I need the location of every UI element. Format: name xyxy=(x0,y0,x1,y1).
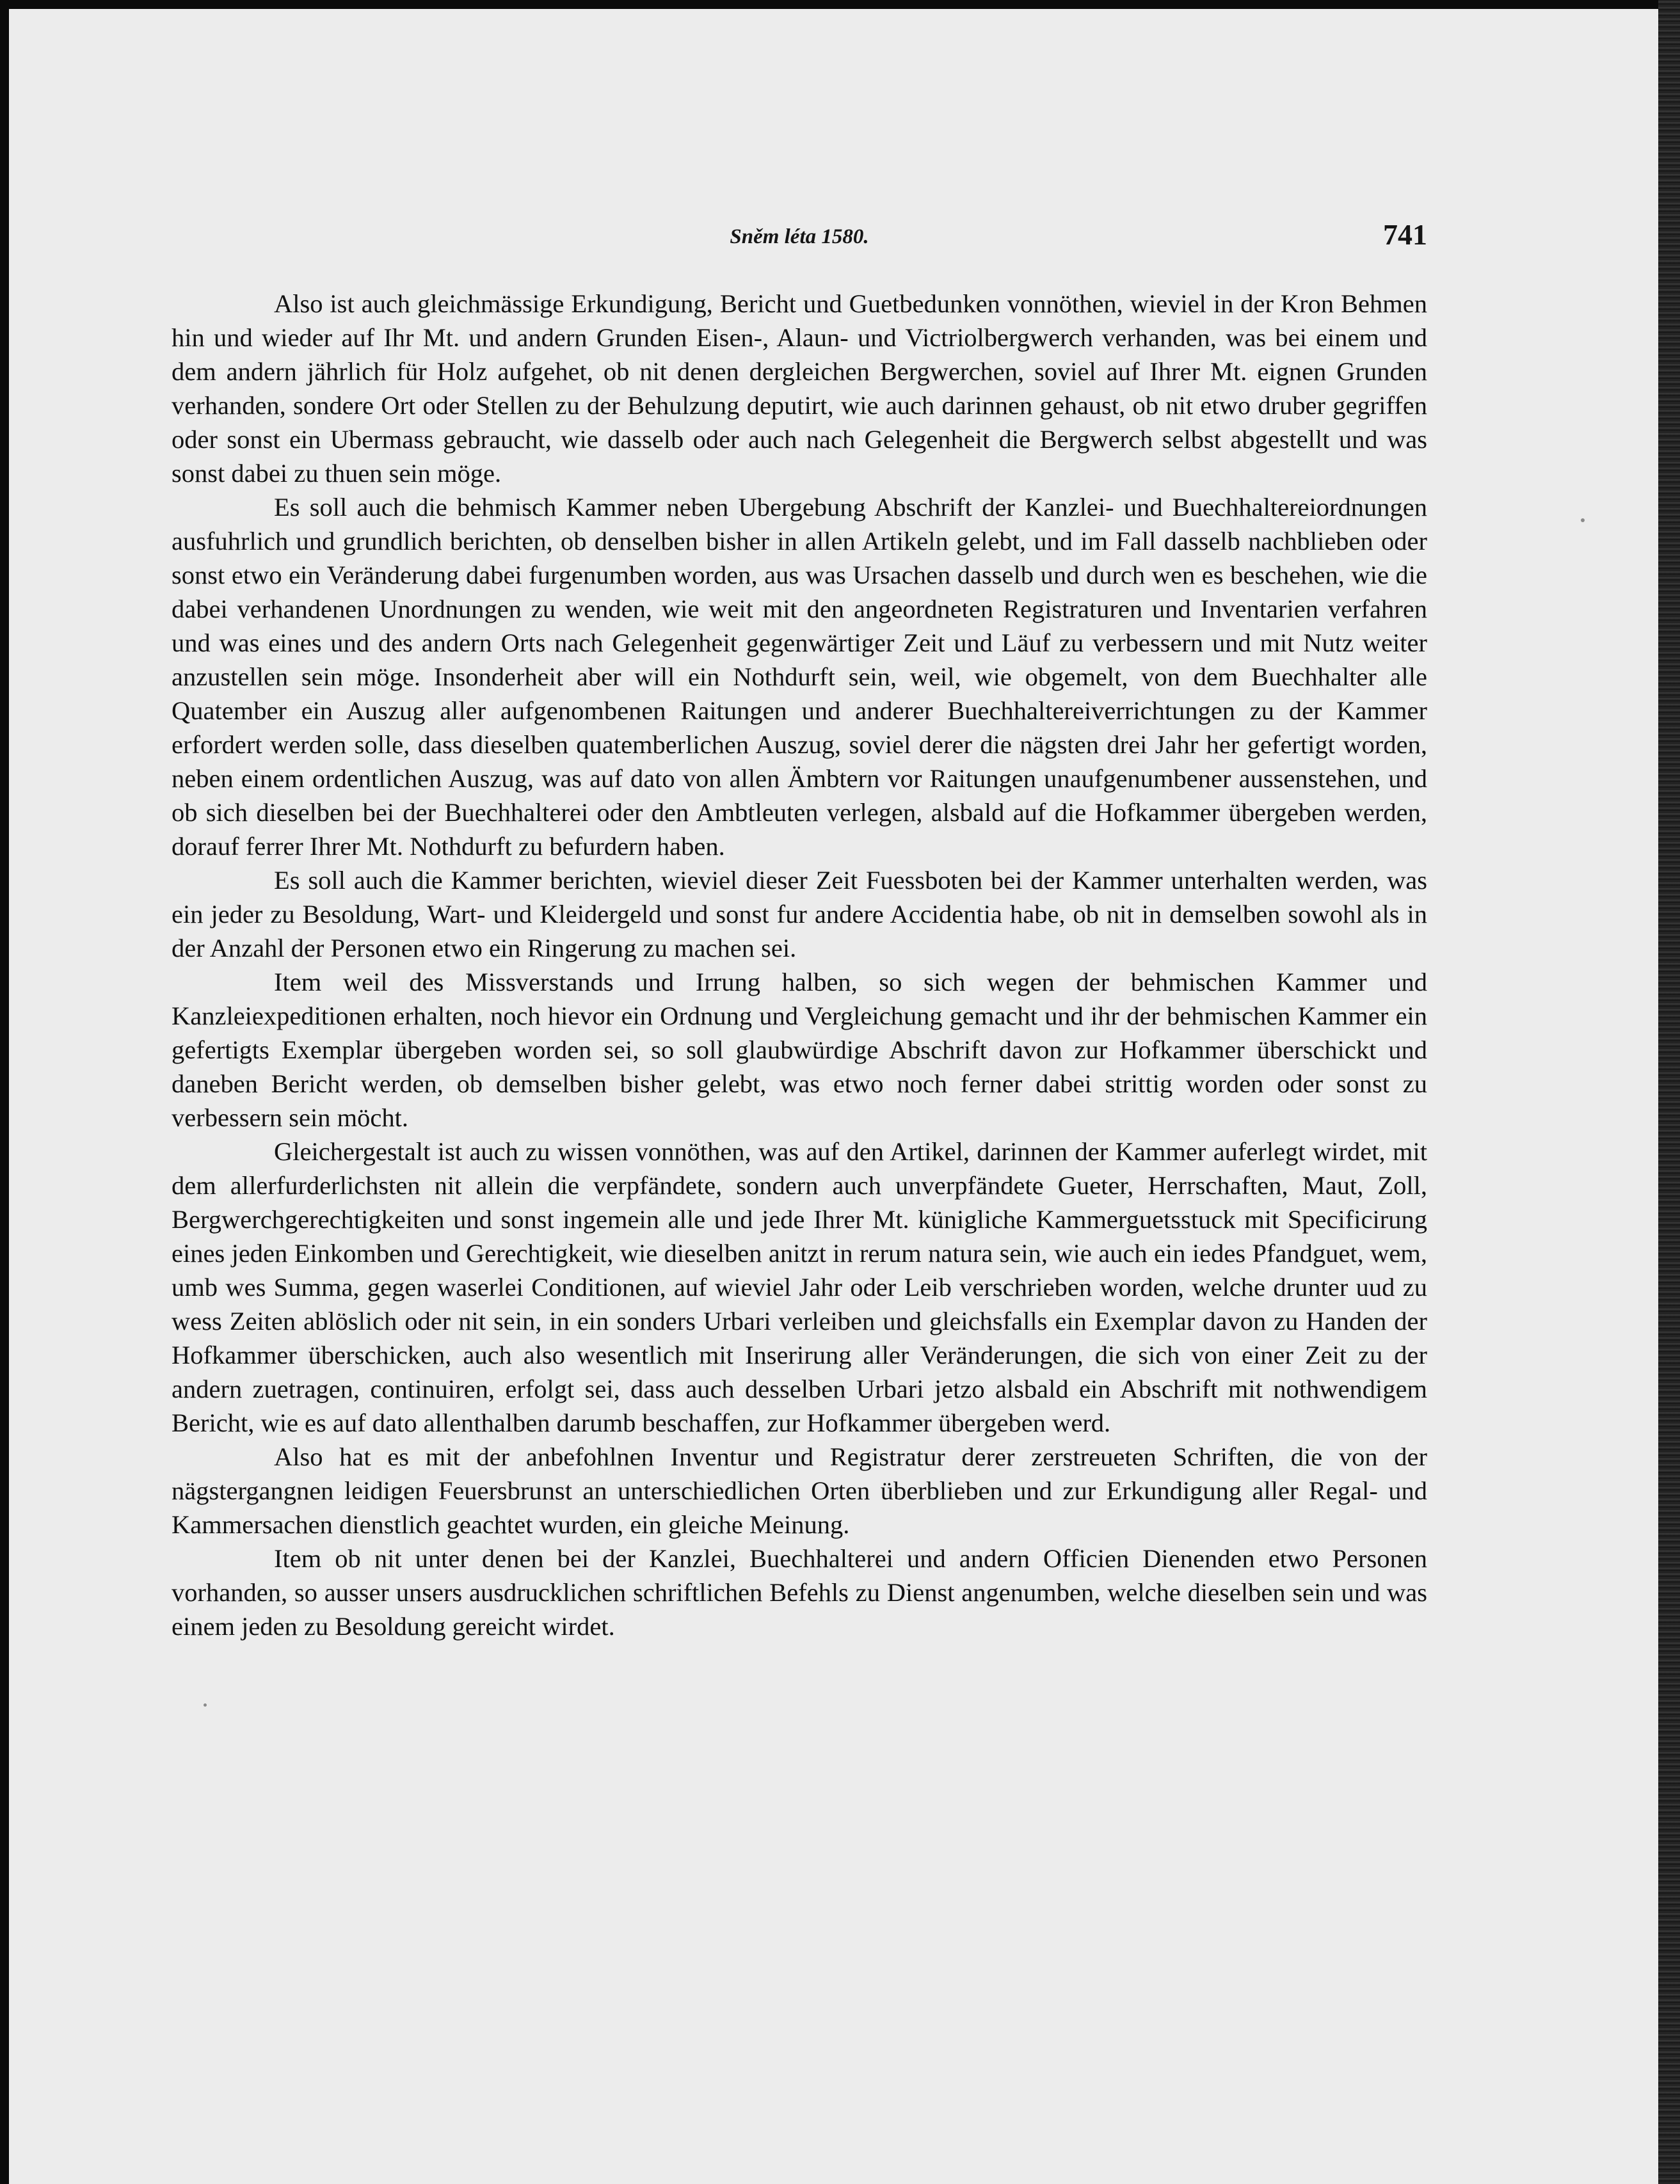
paragraph: Item ob nit unter denen bei der Kanzlei, Buechhalterei und andern Officien Dienenden etwo Personen vorhanden, so ausser unsers ausdrucklichen schriftlichen Befehls zu Dienst angenumben, welche dieselben sein und was einem jeden zu Besoldung gereicht wirdet. xyxy=(172,1544,1427,1641)
paragraph: Es soll auch die Kammer berichten, wieviel dieser Zeit Fuessboten bei der Kammer unterhalten werden, was ein jeder zu Besoldung, Wart- und Kleidergeld und sonst fur andere Accidentia habe, ob nit in demselben sowohl als in der Anzahl der Personen etwo ein Ringerung zu machen sei. xyxy=(172,866,1427,962)
paragraph: Also ist auch gleichmässige Erkundigung, Bericht und Guetbedunken vonnöthen, wieviel in der Kron Behmen hin und wieder auf Ihr Mt. und andern Grunden Eisen-, Alaun- und Victriolbergwerch verhanden, was bei einem und dem andern jährlich für Holz aufgehet, ob nit denen dergleichen Bergwerchen, soviel auf Ihrer Mt. eignen Grunden verhanden, sondere Ort oder Stellen zu der Behulzung deputirt, wie auch darinnen gehaust, ob nit etwo druber gegriffen oder sonst ein Ubermass gebraucht, wie dasselb oder auch nach Gelegenheit die Bergwerch selbst abgestellt und was sonst dabei zu thuen sein möge. xyxy=(172,289,1427,488)
book-edge xyxy=(1658,0,1680,2184)
running-title: Sněm léta 1580. xyxy=(730,225,869,248)
margin-speck xyxy=(1581,518,1585,522)
margin-speck xyxy=(204,1703,207,1707)
paragraph: Also hat es mit der anbefohlnen Inventur und Registratur derer zerstreueten Schriften, die von der nägstergangnen leidigen Feuersbrunst an unterschiedlichen Orten überblieben und zur Erkundigung aller Regal- und Kammersachen dienstlich geachtet wurden, ein gleiche Meinung. xyxy=(172,1442,1427,1539)
paragraph: Gleichergestalt ist auch zu wissen vonnöthen, was auf den Artikel, darinnen der Kammer auferlegt wirdet, mit dem allerfurderlichsten nit allein die verpfändete, sondern auch unverpfändete Gueter, Herrschaften, Maut, Zoll, Bergwerchgerechtigkeiten und sonst ingemein alle und jede Ihrer Mt. künigliche Kammerguetsstuck mit Specificirung eines jeden Einkomben und Gerechtigkeit, wie dieselben anitzt in rerum natura sein, wie auch ein iedes Pfandguet, wem, umb wes Summa, gegen waserlei Conditionen, auf wieviel Jahr oder Leib verschrieben worden, welche drunter uud zu wess Zeiten ablöslich oder nit sein, in ein sonders Urbari verleiben und gleichsfalls ein Exemplar davon zu Handen der Hofkammer überschicken, auch also wesentlich mit Inserirung aller Veränderungen, die sich von einer Zeit zu der andern zuetragen, continuiren, erfolgt sei, dass auch desselben Urbari jetzo alsbald ein Abschrift mit nothwendigem Bericht, wie es auf dato allenthalben darumb beschaffen, zur Hofkammer übergeben werd. xyxy=(172,1137,1427,1437)
paragraph: Item weil des Missverstands und Irrung halben, so sich wegen der behmischen Kammer und Kanzleiexpeditionen erhalten, noch hievor ein Ordnung und Vergleichung gemacht und ihr der behmischen Kammer ein gefertigts Exemplar übergeben worden sei, so soll glaubwürdige Abschrift davon zur Hofkammer überschickt und daneben Bericht werden, ob demselben bisher gelebt, was etwo noch ferner dabei strittig worden oder sonst zu verbessern sein möcht. xyxy=(172,968,1427,1132)
page-header xyxy=(172,218,1427,269)
body-text xyxy=(172,287,1427,1643)
paragraph: Es soll auch die behmisch Kammer neben Ubergebung Abschrift der Kanzlei- und Buechhaltereiordnungen ausfuhrlich und grundlich berichten, ob denselben bisher in allen Artikeln gelebt, und im Fall dasselb nachblieben oder sonst etwo ein Veränderung dabei furgenumben worden, aus was Ursachen dasselb und durch wen es beschehen, wie die dabei verhandenen Unordnungen zu wenden, wie weit mit den angeordneten Registraturen und Inventarien verfahren und was eines und des andern Orts nach Gelegenheit gegenwärtiger Zeit und Läuf zu verbessern und mit Nutz weiter anzustellen sein möge. Insonderheit aber will ein Nothdurft sein, weil, wie obgemelt, von dem Buechhalter alle Quatember ein Auszug aller aufgenombenen Raitungen und anderer Buechhaltereiverrichtungen zu der Kammer erfordert werden solle, dass dieselben quatemberlichen Auszug, soviel derer die nägsten drei Jahr her gefertigt worden, neben einem ordentlichen Auszug, was auf dato von allen Ämbtern vor Raitungen unaufgenumbener aussenstehen, und ob sich dieselben bei der Buechhalterei oder den Ambtleuten verlegen, alsbald auf die Hofkammer übergeben werden, dorauf ferrer Ihrer Mt. Nothdurft zu befurdern haben. xyxy=(172,493,1427,861)
page-number: 741 xyxy=(1383,218,1427,251)
